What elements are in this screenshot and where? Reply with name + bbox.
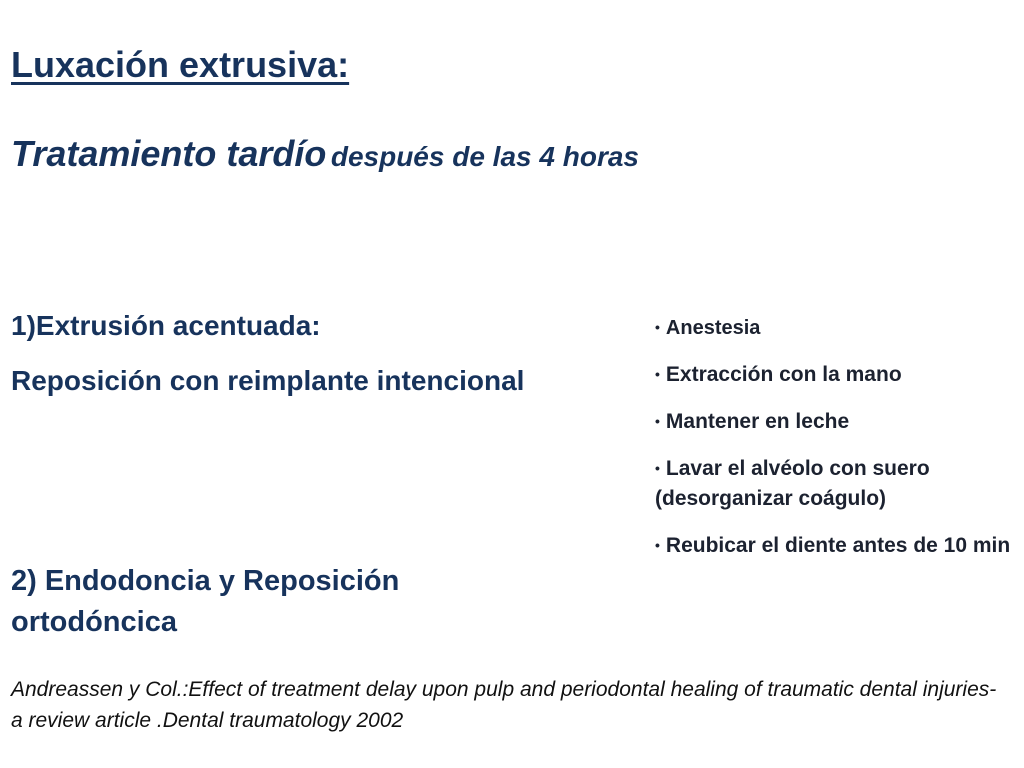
subtitle-main: Tratamiento tardío bbox=[11, 133, 327, 174]
subtitle-secondary: después de las 4 horas bbox=[330, 141, 639, 172]
list-item bbox=[655, 406, 1015, 437]
section-1 bbox=[11, 308, 524, 398]
list-item-text: Lavar el alvéolo con suero (desorganizar coágulo) bbox=[655, 457, 930, 510]
list-item bbox=[655, 530, 1015, 561]
bullet-marker: • bbox=[655, 319, 660, 335]
slide-subtitle bbox=[11, 133, 639, 175]
list-item-text: Reubicar el diente antes de 10 min bbox=[665, 534, 1011, 557]
bullet-marker: • bbox=[655, 413, 660, 429]
reference-citation: Andreassen y Col.:Effect of treatment delay upon pulp and periodontal healing of traumatic dental injuries-a review article .Dental traumatology 2002 bbox=[11, 678, 997, 732]
procedure-list bbox=[655, 312, 1015, 577]
list-item-text: Anestesia bbox=[665, 317, 761, 339]
list-item-text: Extracción con la mano bbox=[665, 363, 902, 386]
section-2: 2) Endodoncia y Reposición ortodóncica bbox=[11, 565, 400, 638]
slide-title: Luxación extrusiva: bbox=[11, 44, 350, 85]
section-1-heading: 1)Extrusión acentuada: bbox=[11, 310, 321, 341]
list-item bbox=[655, 312, 1015, 343]
list-item bbox=[655, 359, 1015, 390]
list-item bbox=[655, 453, 1015, 514]
list-item-text: Mantener en leche bbox=[665, 410, 850, 433]
bullet-marker: • bbox=[655, 537, 660, 553]
bullet-marker: • bbox=[655, 460, 660, 476]
bullet-marker: • bbox=[655, 366, 660, 382]
section-1-text: Reposición con reimplante intencional bbox=[11, 365, 525, 396]
